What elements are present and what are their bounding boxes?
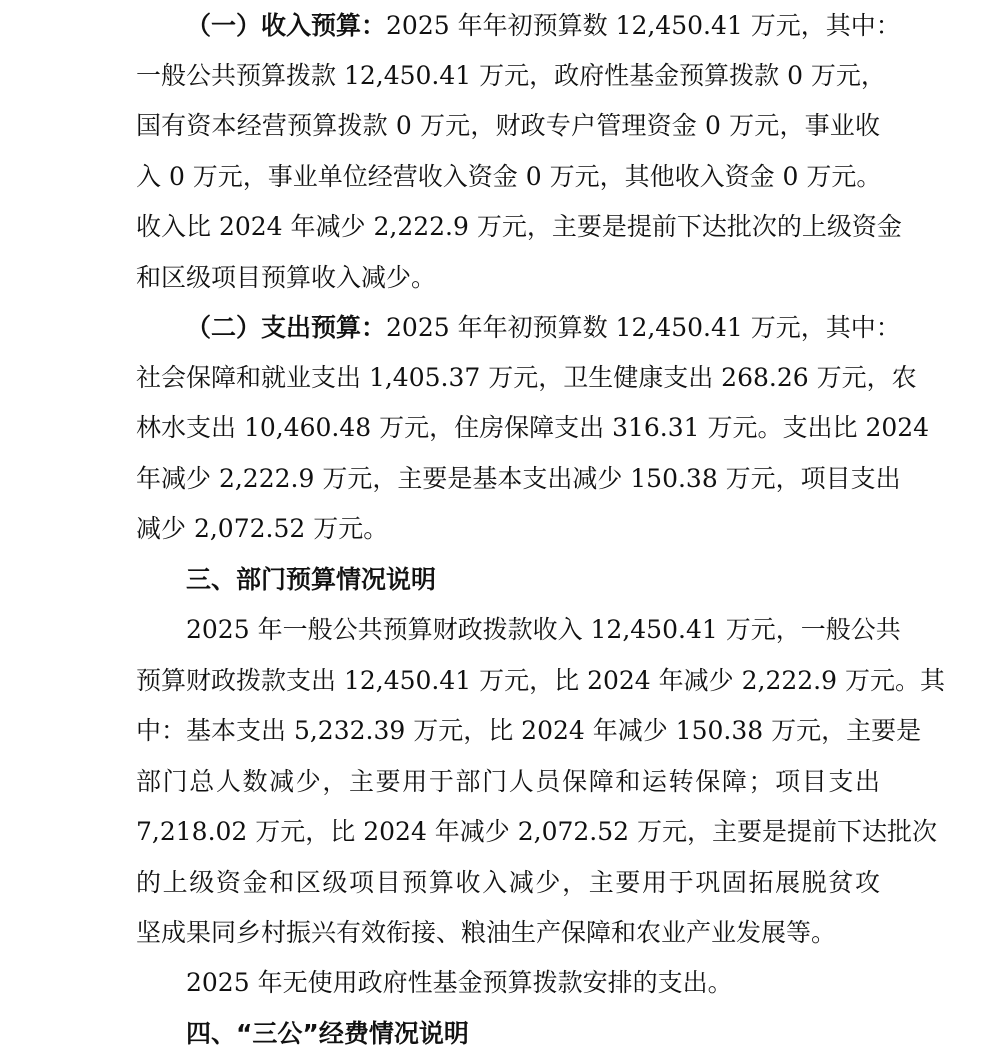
section-three-paragraph2: 2025 年无使用政府性基金预算拨款安排的支出。	[186, 968, 733, 997]
section-three-line: 2025 年一般公共预算财政拨款收入 12,450.41 万元，一般公共	[186, 615, 901, 644]
income-label: （一）收入预算：	[186, 11, 387, 40]
expense-line: 社会保障和就业支出 1,405.37 万元，卫生健康支出 268.26 万元，农	[136, 363, 917, 392]
section-three-line: 7,218.02 万元，比 2024 年减少 2,072.52 万元，主要是提前下达批次	[136, 817, 938, 846]
income-text: 2025 年年初预算数 12,450.41 万元，其中：	[386, 11, 901, 40]
expense-line: 林水支出 10,460.48 万元，住房保障支出 316.31 万元。支出比 2024	[136, 413, 930, 442]
section-three-line: 的上级资金和区级项目预算收入减少，主要用于巩固拓展脱贫攻	[136, 868, 880, 897]
expense-first-line	[186, 311, 901, 345]
section-three-line: 坚成果同乡村振兴有效衔接、粮油生产保障和农业产业发展等。	[136, 918, 837, 947]
section-three-line: 预算财政拨款支出 12,450.41 万元，比 2024 年减少 2,222.9 万元。其	[136, 666, 945, 695]
expense-text: 2025 年年初预算数 12,450.41 万元，其中：	[386, 313, 901, 342]
income-line: 入 0 万元，事业单位经营收入资金 0 万元，其他收入资金 0 万元。	[136, 162, 882, 191]
income-line: 和区级项目预算收入减少。	[136, 263, 437, 292]
section-three-heading: 三、部门预算情况说明	[186, 565, 437, 594]
income-line: 收入比 2024 年减少 2,222.9 万元，主要是提前下达批次的上级资金	[136, 212, 902, 241]
expense-line: 减少 2,072.52 万元。	[136, 514, 389, 543]
expense-line: 年减少 2,222.9 万元，主要是基本支出减少 150.38 万元，项目支出	[136, 464, 901, 493]
section-four-heading: 四、“三公”经费情况说明	[186, 1019, 469, 1048]
section-three-line: 部门总人数减少，主要用于部门人员保障和运转保障；项目支出	[136, 767, 880, 796]
income-line: 国有资本经营预算拨款 0 万元，财政专户管理资金 0 万元，事业收	[136, 111, 880, 140]
section-three-line: 中：基本支出 5,232.39 万元，比 2024 年减少 150.38 万元，主要是	[136, 716, 922, 745]
income-line: 一般公共预算拨款 12,450.41 万元，政府性基金预算拨款 0 万元，	[136, 61, 886, 90]
income-first-line	[186, 9, 901, 43]
expense-label: （二）支出预算：	[186, 313, 387, 342]
